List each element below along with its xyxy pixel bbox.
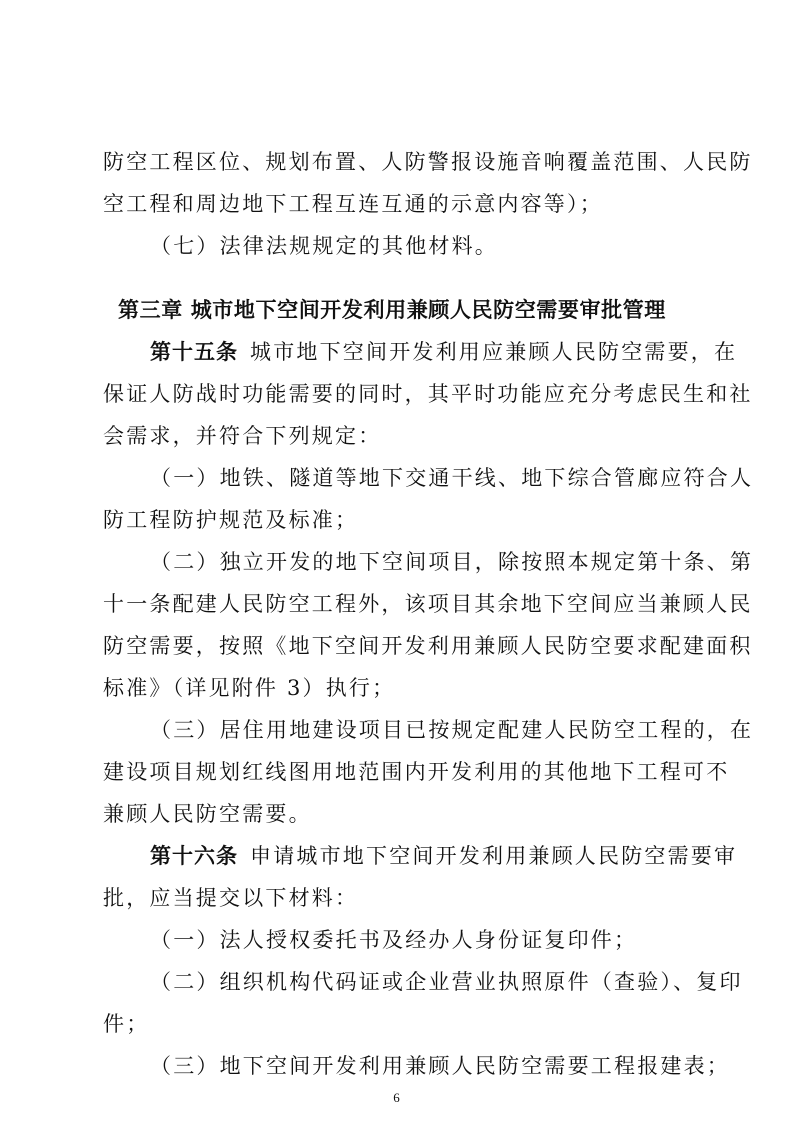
text-line: 防工程防护规范及标准； — [103, 508, 359, 532]
article-16-first-line — [150, 841, 738, 871]
text-line: 防空需要，按照《地下空间开发利用兼顾人民防空要求配建面积 — [103, 634, 753, 658]
text-line: 保证人防战时功能需要的同时，其平时功能应充分考虑民生和社 — [103, 382, 753, 406]
text-line: 防空工程区位、规划布置、人防警报设施音响覆盖范围、人民防 — [103, 150, 753, 174]
text-line: 件； — [103, 1012, 150, 1036]
text-line: 兼顾人民防空需要。 — [103, 802, 312, 826]
text-line: 批，应当提交以下材料： — [103, 886, 359, 910]
list-item-2: （二）独立开发的地下空间项目，除按照本规定第十条、第 — [150, 550, 754, 574]
article-text: 申请城市地下空间开发利用兼顾人民防空需要审 — [250, 844, 738, 868]
text-line: 会需求，并符合下列规定： — [103, 424, 382, 448]
text-line: 十一条配建人民防空工程外，该项目其余地下空间应当兼顾人民 — [103, 592, 753, 616]
list-item-2: （二）组织机构代码证或企业营业执照原件（查验）、复印 — [150, 970, 743, 994]
text-line: 建设项目规划红线图用地范围内开发利用的其他地下工程可不 — [103, 760, 730, 784]
list-item-3: （三）居住用地建设项目已按规定配建人民防空工程的，在 — [150, 718, 754, 742]
list-item-7: （七）法律法规规定的其他材料。 — [150, 234, 498, 258]
page-number: 6 — [393, 1090, 400, 1105]
text-line: 标准》（详见附件 3）执行； — [103, 676, 396, 700]
article-label: 第十五条 — [150, 340, 238, 364]
chapter-heading: 第三章 城市地下空间开发利用兼顾人民防空需要审批管理 — [118, 298, 666, 322]
list-item-1: （一）法人授权委托书及经办人身份证复印件； — [150, 928, 638, 952]
list-item-3: （三）地下空间开发利用兼顾人民防空需要工程报建表； — [150, 1054, 730, 1078]
article-15-first-line — [150, 337, 738, 367]
list-item-1: （一）地铁、隧道等地下交通干线、地下综合管廊应符合人 — [150, 466, 754, 490]
text-line: 空工程和周边地下工程互连互通的示意内容等）； — [103, 192, 603, 216]
article-text: 城市地下空间开发利用应兼顾人民防空需要，在 — [250, 340, 738, 364]
article-label: 第十六条 — [150, 844, 238, 868]
